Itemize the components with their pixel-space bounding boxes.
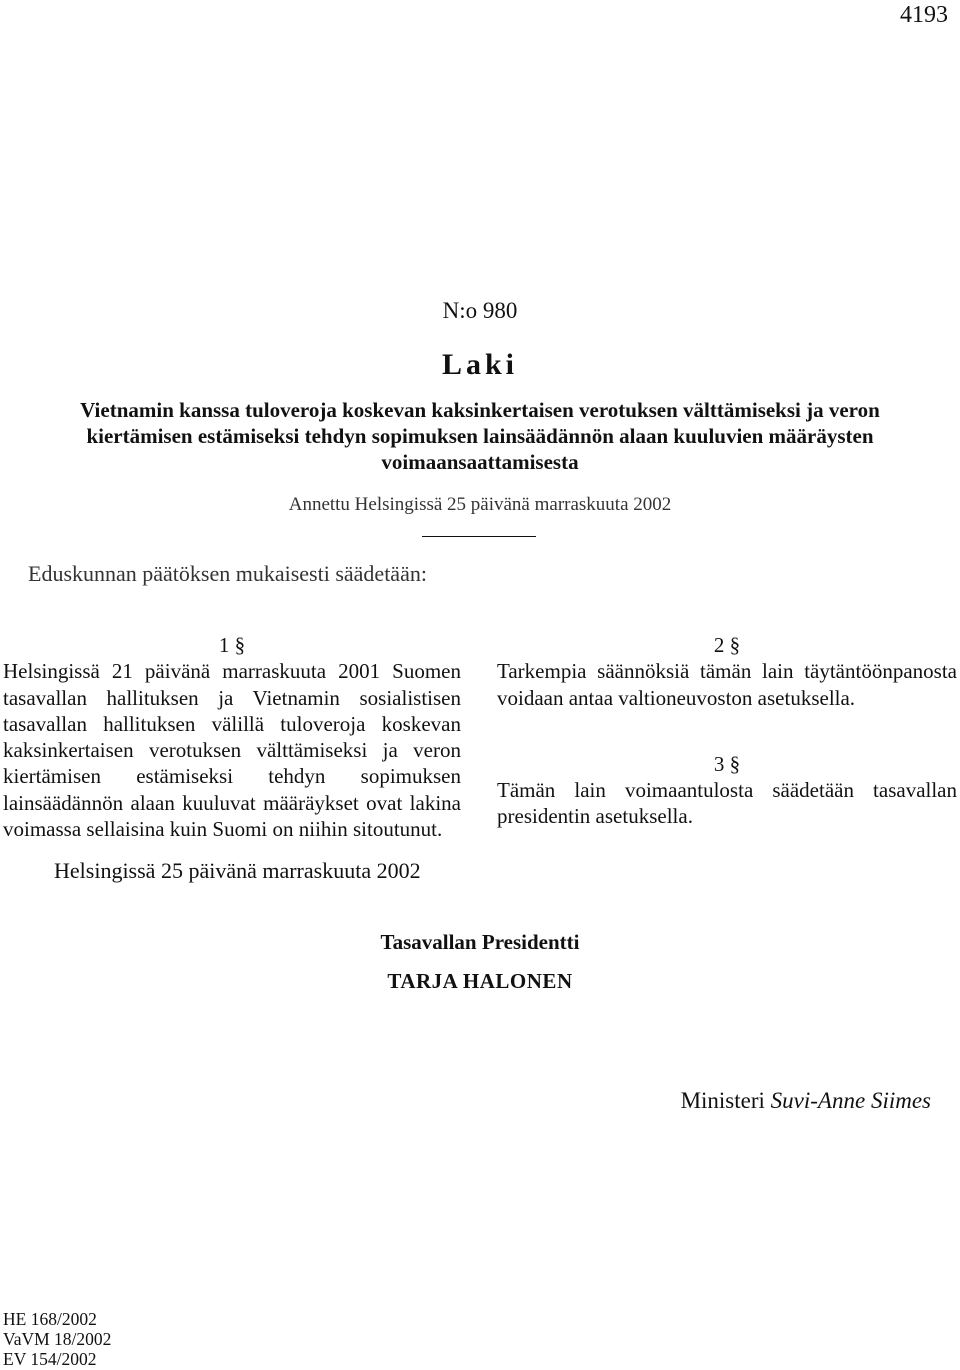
document-references bbox=[3, 1309, 111, 1369]
section-number: 3 § bbox=[713, 751, 741, 776]
section-3 bbox=[497, 751, 957, 830]
minister-prefix: Ministeri bbox=[680, 1088, 765, 1113]
reference-item: EV 154/2002 bbox=[3, 1349, 97, 1369]
section-text: Helsingissä 21 päivänä marraskuuta 2001 Suomen tasavallan hallituksen ja Vietnamin sosialistisen tasavallan hallituksen välillä tuloveroja koskevan kaksinkertaisen verotuksen välttämiseksi ja veron kiertämisen estämiseksi tehdyn sopimuksen lainsäädännön alaan kuuluvat määräykset ovat lakina voimassa sellaisina kuin Suomi on niihin sitoutunut. bbox=[3, 659, 461, 842]
section-number: 2 § bbox=[713, 633, 741, 657]
signer-name: TARJA HALONEN bbox=[387, 969, 573, 993]
place-date: Helsingissä 25 päivänä marraskuuta 2002 bbox=[54, 858, 421, 883]
law-title-line: kiertämisen estämiseksi tehdyn sopimuksen lainsäädännön alaan kuuluvien määräysten bbox=[86, 424, 874, 448]
preamble: Eduskunnan päätöksen mukaisesti säädetään: bbox=[28, 561, 427, 586]
section-2 bbox=[497, 632, 957, 711]
right-column bbox=[497, 632, 957, 830]
section-1 bbox=[3, 632, 461, 842]
section-gap bbox=[497, 711, 957, 751]
given-date: Annettu Helsingissä 25 päivänä marraskuuta 2002 bbox=[288, 494, 672, 515]
section-text: Tarkempia säännöksiä tämän lain täytäntöönpanosta voidaan antaa valtioneuvoston asetuksella. bbox=[497, 659, 957, 710]
minister-signature bbox=[681, 1088, 931, 1114]
law-title-line: voimaansaattamisesta bbox=[381, 450, 579, 474]
section-text: Tämän lain voimaantulosta säädetään tasavallan presidentin asetuksella. bbox=[497, 778, 957, 829]
page-number: 4193 bbox=[900, 2, 948, 28]
divider bbox=[422, 536, 536, 537]
reference-item: HE 168/2002 bbox=[3, 1309, 97, 1329]
section-number: 1 § bbox=[218, 633, 246, 657]
minister-name: Suvi-Anne Siimes bbox=[770, 1088, 931, 1113]
law-title-line: Vietnamin kanssa tuloveroja koskevan kaksinkertaisen verotuksen välttämiseksi ja veron bbox=[80, 398, 880, 422]
left-column bbox=[3, 632, 461, 842]
reference-item: VaVM 18/2002 bbox=[3, 1329, 112, 1349]
law-heading: Laki bbox=[441, 348, 519, 381]
law-title bbox=[0, 397, 960, 475]
law-number: N:o 980 bbox=[442, 298, 518, 323]
signer-title: Tasavallan Presidentti bbox=[380, 930, 580, 954]
